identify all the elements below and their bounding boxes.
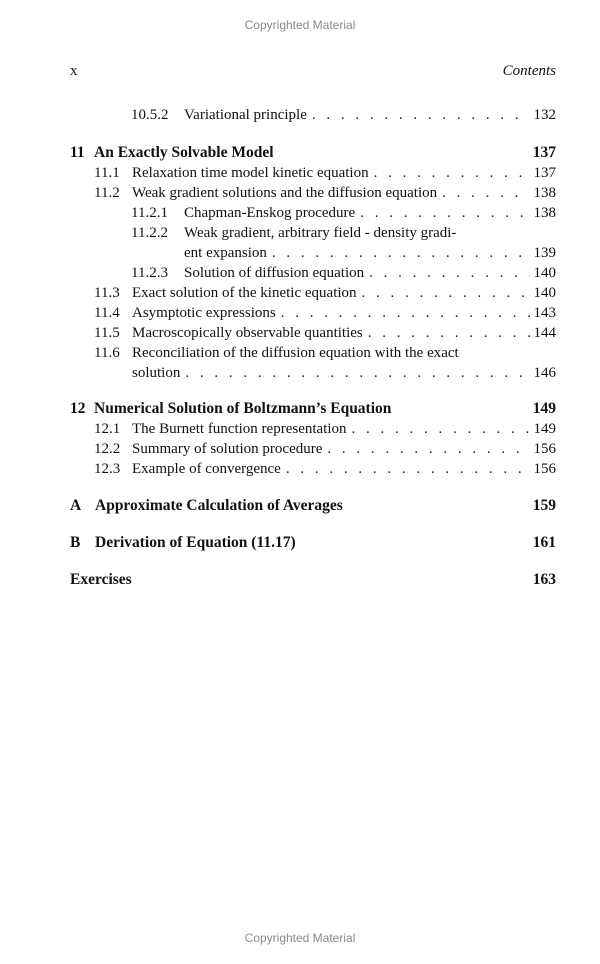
toc-entry-10-5-2[interactable]	[70, 105, 556, 125]
toc-entry-11-2-3[interactable]	[70, 263, 556, 283]
toc-label: The Burnett function representation	[132, 421, 347, 437]
toc-appendix-a[interactable]	[70, 496, 556, 516]
copyright-watermark-top: Copyrighted Material	[244, 18, 356, 32]
toc-page: 140	[533, 285, 556, 301]
toc-number: 12.2	[94, 441, 121, 457]
toc-entry-12-2[interactable]	[70, 439, 556, 459]
toc-number: 11.5	[94, 325, 120, 341]
toc-page: 138	[533, 205, 556, 221]
toc-exercises[interactable]	[70, 570, 556, 590]
toc-label: Example of convergence	[132, 461, 281, 477]
toc-number: 11.1	[94, 165, 120, 181]
toc-label-line1: Weak gradient, arbitrary field - density gradi-	[184, 225, 457, 241]
leader-dots	[357, 283, 530, 303]
toc-number: 12.3	[94, 461, 121, 477]
chapter-number: 12	[70, 400, 86, 417]
toc-number: 11.2.1	[131, 205, 168, 221]
toc-number: 11.2.2	[131, 225, 168, 241]
toc-label: Solution of diffusion equation	[184, 265, 365, 281]
toc-entry-11-1[interactable]	[70, 163, 556, 183]
leader-dots	[363, 323, 530, 343]
toc-number: 11.2.3	[131, 265, 168, 281]
toc-number: 11.3	[94, 285, 120, 301]
chapter-title: An Exactly Solvable Model	[94, 144, 274, 161]
appendix-title: Derivation of Equation (11.17)	[95, 534, 296, 551]
toc-entry-12-3[interactable]	[70, 459, 556, 479]
toc-label-line1: Reconciliation of the diffusion equation with the exact	[132, 345, 459, 361]
toc-page: 143	[533, 305, 556, 321]
toc-number: 11.2	[94, 185, 120, 201]
exercises-title: Exercises	[70, 571, 132, 588]
page-number: x	[70, 63, 78, 79]
appendix-letter: B	[70, 534, 81, 551]
toc-appendix-b[interactable]	[70, 533, 556, 553]
running-title: Contents	[502, 63, 556, 79]
toc-entry-11-2-2-continued[interactable]	[70, 243, 556, 263]
toc-label: Exact solution of the kinetic equation	[132, 285, 357, 301]
toc-label: Macroscopically observable quantities	[132, 325, 363, 341]
exercises-page: 163	[532, 571, 556, 588]
toc-page: 156	[533, 441, 556, 457]
toc-entry-11-2[interactable]	[70, 183, 556, 203]
toc-page: 137	[533, 165, 556, 181]
toc-label: Relaxation time model kinetic equation	[132, 165, 369, 181]
toc-chapter-11[interactable]	[70, 143, 556, 163]
toc-page: 146	[533, 365, 556, 381]
toc-label: Variational principle	[184, 107, 307, 123]
toc-label: Asymptotic expressions	[132, 305, 276, 321]
leader-dots	[369, 163, 530, 183]
appendix-page: 159	[532, 497, 556, 514]
leader-dots	[180, 363, 529, 383]
leader-dots	[281, 459, 530, 479]
appendix-title: Approximate Calculation of Averages	[95, 497, 343, 514]
toc-page: 132	[533, 107, 556, 123]
toc-number: 11.6	[94, 345, 120, 361]
toc-page: 140	[533, 265, 556, 281]
leader-dots	[322, 439, 529, 459]
table-of-contents	[70, 105, 556, 590]
leader-dots	[437, 183, 529, 203]
chapter-title: Numerical Solution of Boltzmann’s Equation	[94, 400, 392, 417]
leader-dots	[347, 419, 530, 439]
toc-entry-11-4[interactable]	[70, 303, 556, 323]
toc-number: 11.4	[94, 305, 120, 321]
chapter-page: 137	[532, 144, 556, 161]
chapter-page: 149	[532, 400, 556, 417]
toc-entry-11-3[interactable]	[70, 283, 556, 303]
toc-label-line2: solution	[132, 365, 181, 381]
toc-page: 156	[533, 461, 556, 477]
toc-page: 149	[533, 421, 556, 437]
leader-dots	[364, 263, 529, 283]
toc-page: 138	[533, 185, 556, 201]
appendix-page: 161	[532, 534, 556, 551]
toc-entry-11-6[interactable]	[70, 343, 556, 363]
leader-dots	[276, 303, 530, 323]
toc-label-line2: ent expansion	[184, 245, 267, 261]
leader-dots	[267, 243, 530, 263]
toc-page: 139	[533, 245, 556, 261]
leader-dots	[355, 203, 529, 223]
toc-entry-12-1[interactable]	[70, 419, 556, 439]
copyright-watermark-bottom: Copyrighted Material	[244, 931, 356, 945]
toc-entry-11-5[interactable]	[70, 323, 556, 343]
toc-number: 12.1	[94, 421, 121, 437]
toc-entry-11-2-2[interactable]	[70, 223, 556, 243]
toc-label: Chapman-Enskog procedure	[184, 205, 356, 221]
toc-chapter-12[interactable]	[70, 399, 556, 419]
toc-label: Summary of solution procedure	[132, 441, 323, 457]
leader-dots	[307, 105, 530, 125]
toc-number: 10.5.2	[131, 107, 169, 123]
toc-entry-11-2-1[interactable]	[70, 203, 556, 223]
appendix-letter: A	[70, 497, 82, 514]
chapter-number: 11	[70, 144, 85, 161]
toc-label: Weak gradient solutions and the diffusion equation	[132, 185, 438, 201]
toc-page: 144	[533, 325, 556, 341]
toc-entry-11-6-continued[interactable]	[70, 363, 556, 383]
